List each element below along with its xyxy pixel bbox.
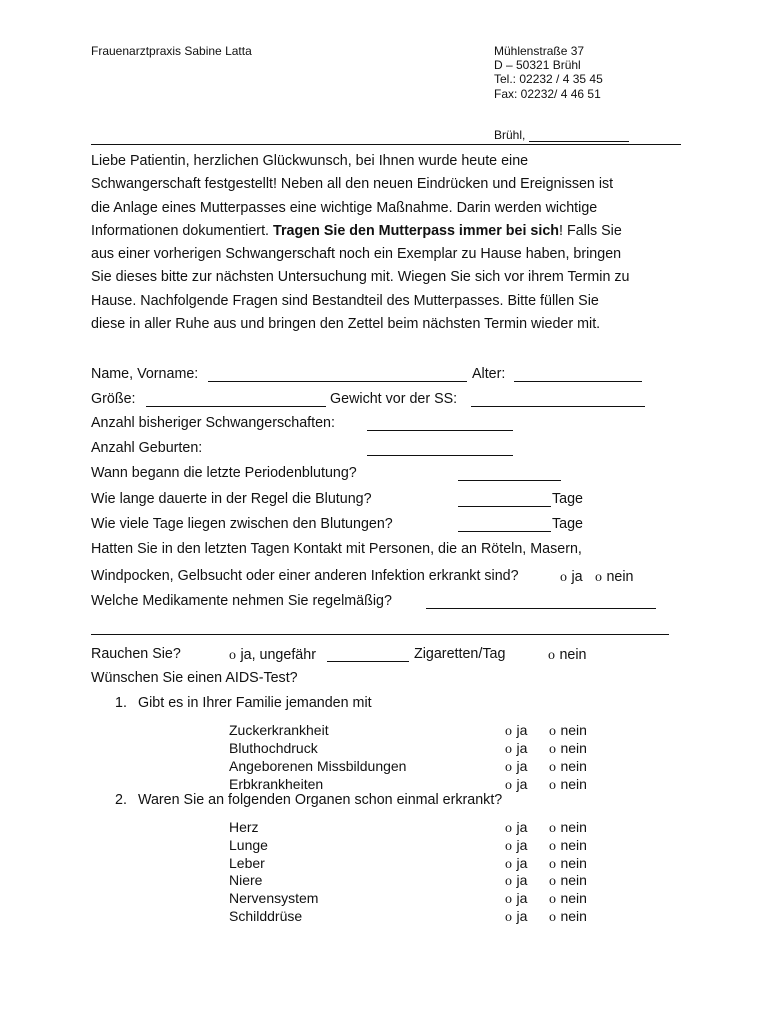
smoking-yes-label: ja, ungefähr (240, 647, 316, 663)
pregnancies-label: Anzahl bisheriger Schwangerschaften: (91, 415, 335, 431)
question-number: 2. (115, 792, 127, 808)
family-history-item-label: Bluthochdruck (229, 740, 318, 756)
contact-question: Windpocken, Gelbsucht oder einer anderen Infektion erkrankt sind? (91, 568, 519, 584)
period-duration-field[interactable] (458, 506, 551, 507)
cycle-length-label: Wie viele Tage liegen zwischen den Blutungen? (91, 516, 393, 532)
no-label: nein (560, 819, 587, 835)
yes-label: ja (516, 819, 528, 835)
intro-line: Liebe Patientin, herzlichen Glückwunsch, bei Ihnen wurde heute eine (91, 153, 529, 169)
no-label: nein (560, 740, 587, 756)
intro-line: Sie dieses bitte zur nächsten Untersuchung mit. Wiegen Sie sich vor ihrem Termin zu (91, 269, 630, 286)
smoking-label: Rauchen Sie? (91, 646, 181, 662)
checkbox-circle-icon[interactable]: o (505, 892, 512, 908)
cycle-length-field[interactable] (458, 531, 551, 532)
no-label: nein (560, 722, 587, 738)
yes-label: ja (516, 758, 528, 774)
checkbox-circle-icon[interactable]: o (505, 724, 512, 739)
organ-history-no-option[interactable] (549, 819, 587, 837)
medication-field[interactable] (426, 608, 656, 609)
question-number: 1. (115, 695, 127, 711)
no-label: nein (560, 836, 587, 853)
yes-label: ja (516, 854, 528, 871)
no-label: nein (560, 854, 587, 871)
family-history-item-label: Angeborenen Missbildungen (229, 758, 407, 774)
organ-history-yes-option[interactable] (505, 837, 527, 855)
no-label: nein (606, 569, 634, 585)
period-start-label: Wann begann die letzte Periodenblutung? (91, 465, 357, 481)
smoking-yes-option[interactable] (229, 646, 316, 664)
intro-line: diese in aller Ruhe aus und bringen den Zettel beim nächsten Termin wieder mit. (91, 316, 601, 333)
checkbox-circle-icon[interactable]: o (505, 838, 512, 854)
yes-label: ja (516, 776, 528, 792)
period-start-field[interactable] (458, 480, 561, 481)
days-unit: Tage (552, 491, 584, 507)
organ-history-no-option[interactable] (549, 908, 587, 926)
organ-history-item-label: Leber (229, 854, 265, 871)
name-field[interactable] (208, 381, 467, 382)
family-history-no-option[interactable] (549, 758, 587, 776)
organ-history-yes-option[interactable] (505, 890, 527, 908)
checkbox-circle-icon[interactable]: o (595, 570, 602, 585)
date-field[interactable] (529, 141, 629, 142)
pregnancies-field[interactable] (367, 430, 513, 431)
organ-history-yes-option[interactable] (505, 819, 527, 837)
cigarettes-field[interactable] (327, 661, 409, 662)
no-label: nein (560, 908, 587, 924)
checkbox-circle-icon[interactable]: o (505, 856, 512, 872)
checkbox-circle-icon[interactable]: o (229, 648, 236, 663)
checkbox-circle-icon[interactable]: o (549, 760, 556, 775)
family-history-item-label: Erbkrankheiten (229, 776, 324, 792)
yes-label: ja (571, 569, 583, 585)
organ-history-item-label: Schilddrüse (229, 908, 303, 924)
intro-line: aus einer vorherigen Schwangerschaft noch ein Exemplar zu Hause haben, bringen (91, 246, 622, 263)
intro-line (91, 220, 691, 243)
intro-line: die Anlage eines Mutterpasses eine wichtige Maßnahme. Darin werden wichtige (91, 199, 598, 216)
intro-emphasis: Tragen Sie den Mutterpass immer bei sich (273, 222, 560, 239)
checkbox-circle-icon[interactable]: o (505, 760, 512, 775)
organ-history-yes-option[interactable] (505, 872, 527, 890)
organ-history-item-label: Lunge (229, 836, 268, 853)
checkbox-circle-icon[interactable]: o (505, 821, 512, 836)
cigarettes-unit: Zigaretten/Tag (414, 646, 506, 662)
contact-no-option[interactable] (595, 568, 633, 586)
births-label: Anzahl Geburten: (91, 440, 203, 456)
family-history-item-label: Zuckerkrankheit (229, 722, 329, 738)
yes-label: ja (516, 722, 528, 738)
organ-history-item-label: Herz (229, 819, 259, 835)
intro-line: Schwangerschaft festgestellt! Neben all den neuen Eindrücken und Ereignissen ist (91, 176, 614, 193)
checkbox-circle-icon[interactable]: o (505, 778, 512, 793)
age-label: Alter: (472, 366, 506, 382)
yes-label: ja (516, 740, 528, 756)
checkbox-circle-icon[interactable]: o (549, 724, 556, 739)
family-history-no-option[interactable] (549, 776, 587, 794)
name-label: Name, Vorname: (91, 366, 199, 382)
address-street: Mühlenstraße 37 (494, 44, 585, 58)
no-label: nein (559, 647, 587, 663)
medication-field-line2[interactable] (91, 634, 669, 635)
fax-number: Fax: 02232/ 4 46 51 (494, 87, 601, 101)
no-label: nein (560, 872, 587, 889)
checkbox-circle-icon[interactable]: o (549, 892, 556, 908)
height-label: Größe: (91, 391, 136, 407)
organ-history-no-option[interactable] (549, 837, 587, 855)
checkbox-circle-icon[interactable]: o (505, 874, 512, 890)
organ-history-no-option[interactable] (549, 855, 587, 873)
checkbox-circle-icon[interactable]: o (549, 742, 556, 757)
phone-number: Tel.: 02232 / 4 35 45 (494, 72, 603, 86)
family-history-yes-option[interactable] (505, 740, 527, 758)
days-unit: Tage (552, 516, 584, 532)
organ-history-no-option[interactable] (549, 890, 587, 908)
checkbox-circle-icon[interactable]: o (505, 910, 512, 925)
checkbox-circle-icon[interactable]: o (549, 874, 556, 890)
contact-yes-option[interactable] (560, 568, 583, 586)
checkbox-circle-icon[interactable]: o (549, 838, 556, 854)
family-history-yes-option[interactable] (505, 776, 527, 794)
checkbox-circle-icon[interactable]: o (549, 778, 556, 793)
checkbox-circle-icon[interactable]: o (549, 856, 556, 872)
intro-text: Informationen dokumentiert. (91, 222, 273, 239)
organ-history-yes-option[interactable] (505, 855, 527, 873)
checkbox-circle-icon[interactable]: o (549, 821, 556, 836)
organ-history-item-label: Nervensystem (229, 890, 319, 907)
intro-line: Hause. Nachfolgende Fragen sind Bestandteil des Mutterpasses. Bitte füllen Sie (91, 292, 599, 309)
period-duration-label: Wie lange dauerte in der Regel die Blutung? (91, 491, 372, 507)
address-city: D – 50321 Brühl (494, 58, 581, 72)
aids-test-question: Wünschen Sie einen AIDS-Test? (91, 670, 298, 686)
intro-text: ! Falls Sie (559, 222, 622, 239)
births-field[interactable] (367, 455, 513, 456)
intro-paragraph (91, 150, 691, 336)
checkbox-circle-icon[interactable]: o (549, 910, 556, 925)
no-label: nein (560, 776, 587, 792)
organ-history-no-option[interactable] (549, 872, 587, 890)
checkbox-circle-icon[interactable]: o (548, 648, 555, 663)
weight-field[interactable] (471, 406, 645, 407)
yes-label: ja (516, 836, 528, 853)
organ-history-item-label: Niere (229, 872, 263, 889)
family-history-yes-option[interactable] (505, 722, 527, 740)
practice-name: Frauenarztpraxis Sabine Latta (91, 44, 252, 58)
height-field[interactable] (146, 406, 326, 407)
family-history-no-option[interactable] (549, 722, 587, 740)
organ-history-question: Waren Sie an folgenden Organen schon einmal erkrankt? (138, 792, 503, 808)
weight-label: Gewicht vor der SS: (330, 391, 458, 407)
header-divider (91, 144, 681, 145)
contact-question: Hatten Sie in den letzten Tagen Kontakt mit Personen, die an Röteln, Masern, (91, 541, 582, 557)
checkbox-circle-icon[interactable]: o (505, 742, 512, 757)
place-date-label: Brühl, (494, 128, 526, 142)
no-label: nein (560, 890, 587, 907)
yes-label: ja (516, 890, 528, 907)
yes-label: ja (516, 872, 528, 889)
family-history-no-option[interactable] (549, 740, 587, 758)
no-label: nein (560, 758, 587, 774)
yes-label: ja (516, 908, 528, 924)
family-history-question: Gibt es in Ihrer Familie jemanden mit (138, 695, 372, 711)
family-history-yes-option[interactable] (505, 758, 527, 776)
smoking-no-option[interactable] (548, 646, 586, 664)
organ-history-yes-option[interactable] (505, 908, 527, 926)
checkbox-circle-icon[interactable]: o (560, 570, 567, 585)
age-field[interactable] (514, 381, 642, 382)
medication-label: Welche Medikamente nehmen Sie regelmäßig? (91, 593, 392, 609)
